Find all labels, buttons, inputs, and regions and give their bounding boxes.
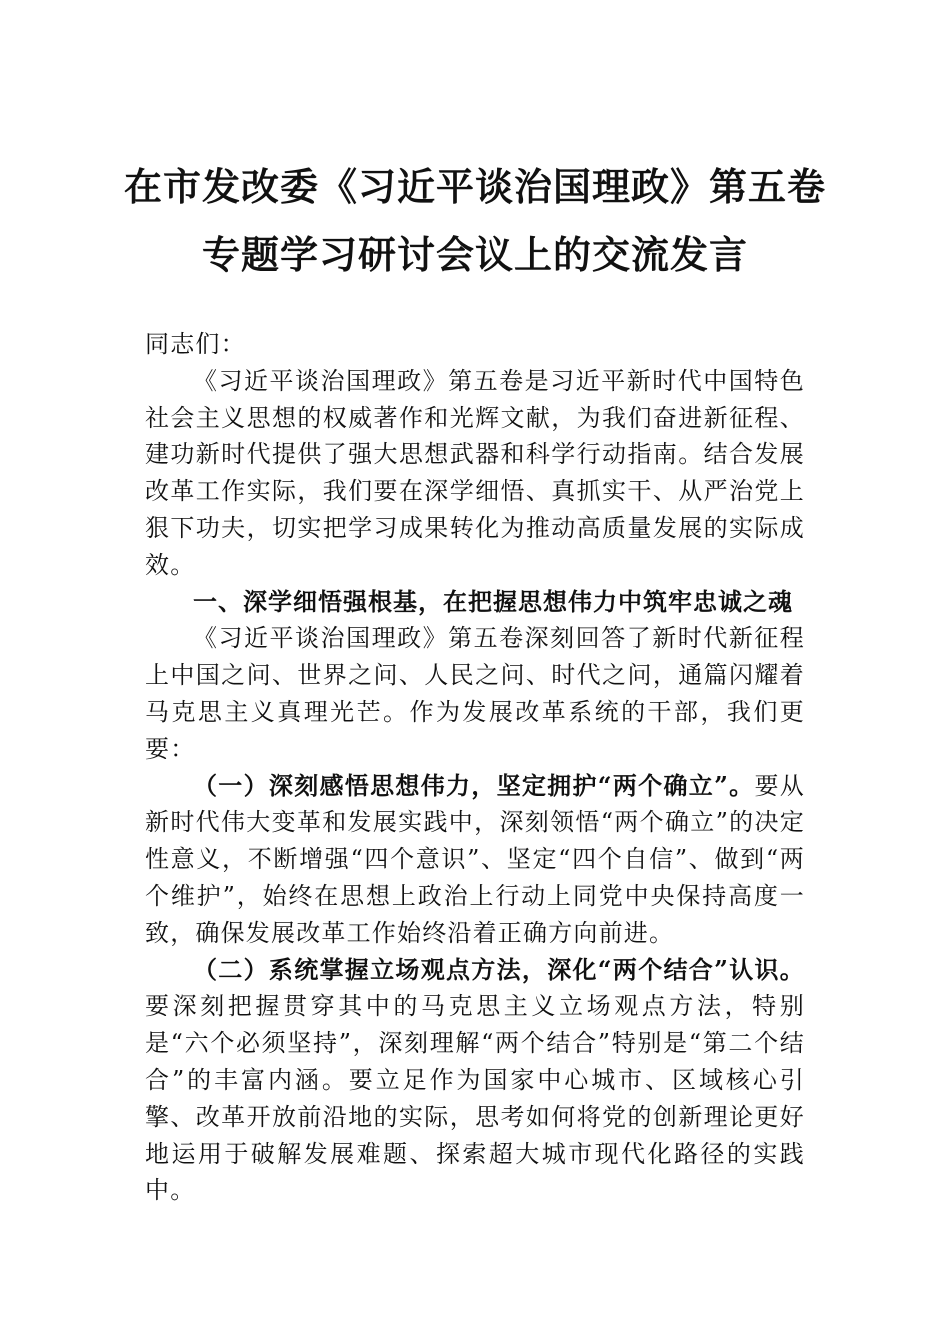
section-1-paragraph: 《习近平谈治国理政》第五卷深刻回答了新时代新征程上中国之问、世界之问、人民之问、时代之问，通篇闪耀着马克思主义真理光芒。作为发展改革系统的干部，我们更要： [145,624,805,763]
salutation: 同志们： [145,330,246,358]
point-1-paragraph [145,768,805,952]
document-title-line-2: 专题学习研讨会议上的交流发言 [201,232,748,277]
point-2-body: 要深刻把握贯穿其中的马克思主义立场观点方法，特别是“六个必须坚持”，深刻理解“两个结合”特别是“第二个结合”的丰富内涵。要立足作为国家中心城市、区域核心引擎、改革开放前沿地的实际，思考如何将党的创新理论更好地运用于破解发展难题、探索超大城市现代化路径的实践中。 [145,992,805,1205]
point-2-paragraph [145,952,805,1210]
document-title-line-1: 在市发改委《习近平谈治国理政》第五卷 [123,164,826,209]
intro-paragraph: 《习近平谈治国理政》第五卷是习近平新时代中国特色社会主义思想的权威著作和光辉文献，为我们奋进新征程、建功新时代提供了强大思想武器和科学行动指南。结合发展改革工作实际，我们要在深学细悟、真抓实干、从严治党上狠下功夫，切实把学习成果转化为推动高质量发展的实际成效。 [145,366,805,579]
point-1-body: 要从新时代伟大变革和发展实践中，深刻领悟“两个确立”的决定性意义，不断增强“四个意识”、坚定“四个自信”、做到“两个维护”，始终在思想上政治上行动上同党中央保持高度一致，确保发展改革工作始终沿着正确方向前进。 [145,771,805,947]
section-1-heading: 一、深学细悟强根基，在把握思想伟力中筑牢忠诚之魂 [193,587,793,616]
document-body [145,326,805,1209]
point-1-heading: （一）深刻感悟思想伟力，坚定拥护“两个确立”。 [193,770,755,800]
point-2-heading: （二）系统掌握立场观点方法，深化“两个结合”认识。 [193,954,805,984]
